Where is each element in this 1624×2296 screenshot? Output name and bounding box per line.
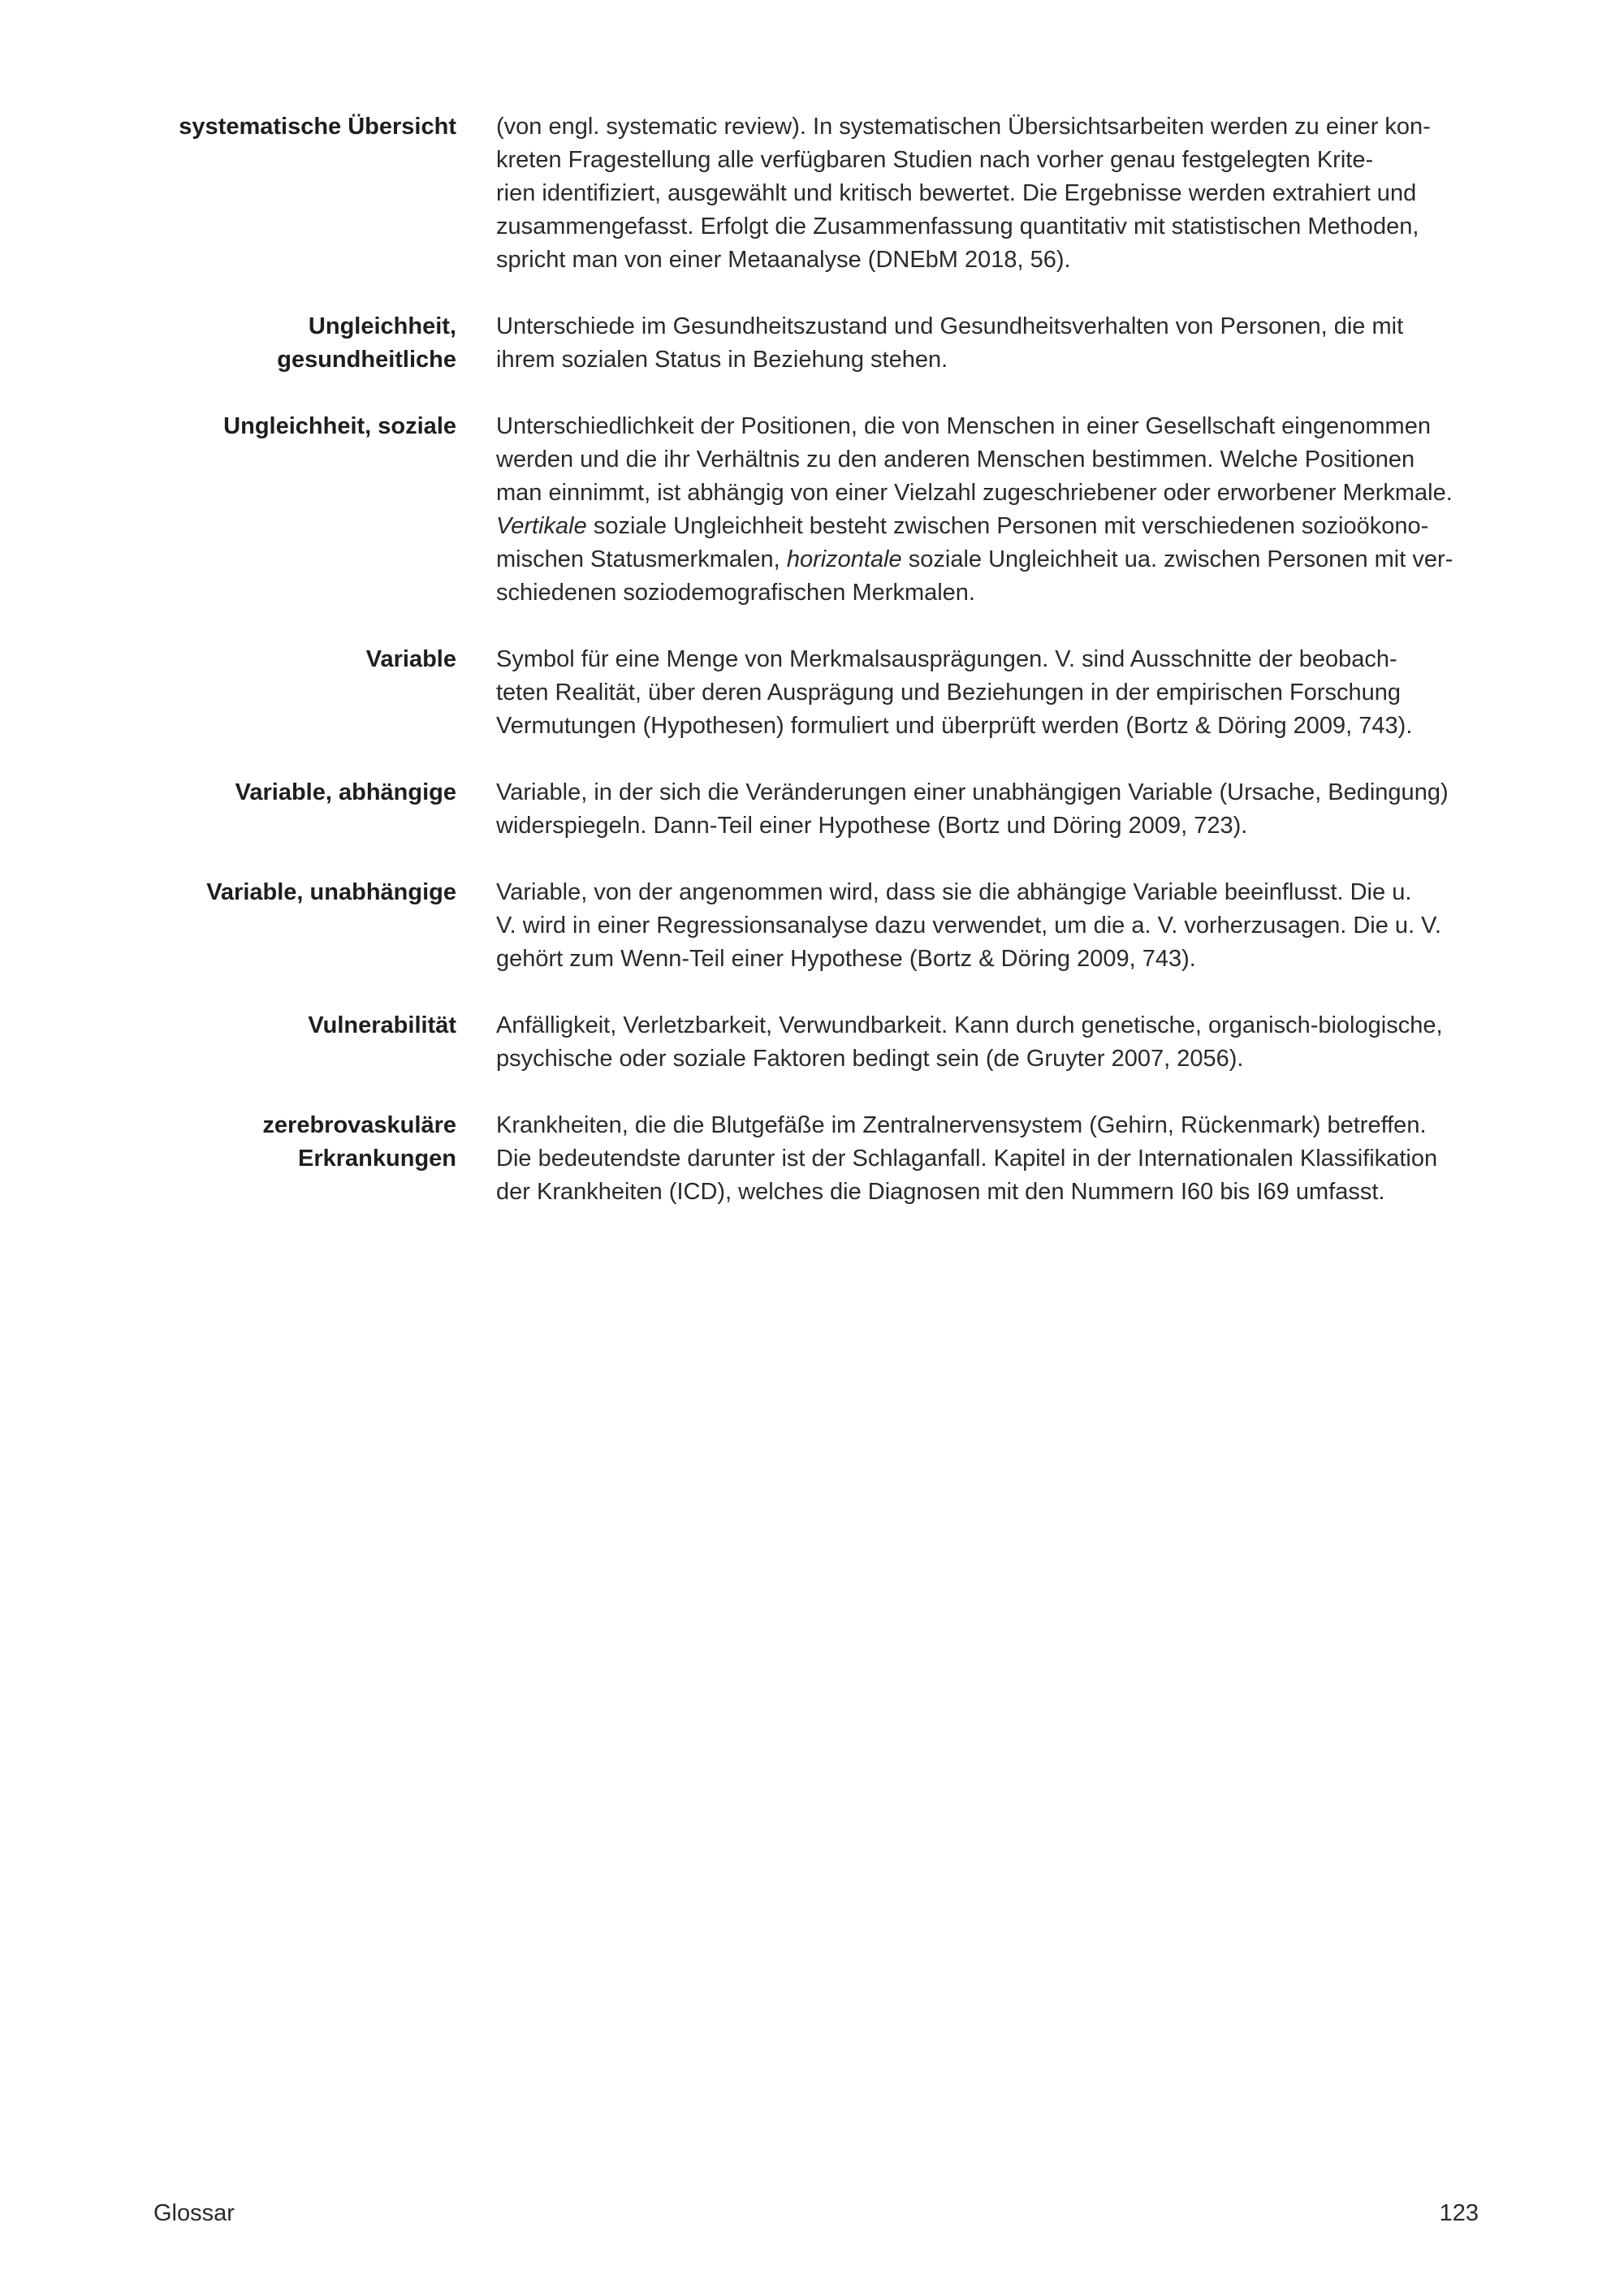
glossary-term <box>0 1109 456 1209</box>
definition-line: mischen Statusmerkmalen, horizontale soziale Ungleichheit ua. zwischen Personen mit ver- <box>496 546 1453 572</box>
definition-line: man einnimmt, ist abhängig von einer Vielzahl zugeschriebener oder erworbener Merkmale. <box>496 480 1453 506</box>
glossary-definition <box>496 1109 1487 1209</box>
glossary-term-line: zerebrovaskuläre <box>262 1112 456 1138</box>
glossary-term-line: Ungleichheit, soziale <box>223 413 456 439</box>
glossary-term-line: Variable, abhängige <box>235 779 456 805</box>
glossary-definition <box>496 1009 1487 1076</box>
page-number: 123 <box>1439 2200 1479 2226</box>
definition-line: Krankheiten, die die Blutgefäße im Zentralnervensystem (Gehirn, Rückenmark) betreffen. <box>496 1112 1427 1138</box>
glossary-entry <box>0 776 1624 843</box>
definition-line: Unterschiedlichkeit der Positionen, die von Menschen in einer Gesellschaft eingenommen <box>496 413 1431 439</box>
definition-line: Die bedeutendste darunter ist der Schlaganfall. Kapitel in der Internationalen Klassifikation <box>496 1146 1438 1172</box>
glossary-entry <box>0 310 1624 377</box>
definition-line: zusammengefasst. Erfolgt die Zusammenfassung quantitativ mit statistischen Methoden, <box>496 214 1419 240</box>
glossary-definition <box>496 643 1487 743</box>
glossary-entry <box>0 1009 1624 1076</box>
glossary-term <box>0 410 456 610</box>
definition-line: werden und die ihr Verhältnis zu den anderen Menschen bestimmen. Welche Positionen <box>496 447 1415 473</box>
glossary-term <box>0 876 456 976</box>
glossary-term-line: Erkrankungen <box>298 1146 456 1172</box>
glossary-definition <box>496 776 1487 843</box>
definition-line: Variable, von der angenommen wird, dass sie die abhängige Variable beeinflusst. Die u. <box>496 879 1412 905</box>
definition-line: Symbol für eine Menge von Merkmalsausprägungen. V. sind Ausschnitte der beobach- <box>496 646 1397 672</box>
glossary-definition <box>496 410 1487 610</box>
glossary-entry <box>0 410 1624 610</box>
definition-line: Anfälligkeit, Verletzbarkeit, Verwundbarkeit. Kann durch genetische, organisch-biologische, <box>496 1012 1443 1038</box>
glossary-term <box>0 1009 456 1076</box>
glossary-term <box>0 110 456 277</box>
definition-line: kreten Fragestellung alle verfügbaren Studien nach vorher genau festgelegten Krite- <box>496 147 1374 173</box>
glossary-term-line: systematische Übersicht <box>179 114 456 140</box>
glossary-entry <box>0 876 1624 976</box>
definition-line: (von engl. systematic review). In systematischen Übersichtsarbeiten werden zu einer kon- <box>496 114 1431 140</box>
glossary-term <box>0 643 456 743</box>
glossary-entry <box>0 643 1624 743</box>
glossary-definition <box>496 110 1487 277</box>
definition-line: rien identifiziert, ausgewählt und kritisch bewertet. Die Ergebnisse werden extrahiert und <box>496 180 1417 206</box>
definition-line: gehört zum Wenn-Teil einer Hypothese (Bortz & Döring 2009, 743). <box>496 946 1196 972</box>
glossary-term-line: Variable, unabhängige <box>206 879 456 905</box>
glossary-term-line: Ungleichheit, <box>308 313 456 339</box>
glossary-entry <box>0 1109 1624 1209</box>
definition-line: schiedenen soziodemografischen Merkmalen. <box>496 580 975 606</box>
glossary-list <box>0 110 1624 1242</box>
glossary-term <box>0 776 456 843</box>
glossary-entry <box>0 110 1624 277</box>
definition-line: der Krankheiten (ICD), welches die Diagnosen mit den Nummern I60 bis I69 umfasst. <box>496 1179 1385 1205</box>
glossary-definition <box>496 310 1487 377</box>
definition-line: V. wird in einer Regressionsanalyse dazu verwendet, um die a. V. vorherzusagen. Die u. V. <box>496 913 1441 939</box>
glossary-term <box>0 310 456 377</box>
definition-line: spricht man von einer Metaanalyse (DNEbM 2018, 56). <box>496 247 1071 273</box>
glossary-term-line: gesundheitliche <box>277 347 456 373</box>
definition-line: Unterschiede im Gesundheitszustand und Gesundheitsverhalten von Personen, die mit <box>496 313 1404 339</box>
definition-line: ihrem sozialen Status in Beziehung stehen. <box>496 347 948 373</box>
definition-line: Vertikale soziale Ungleichheit besteht zwischen Personen mit verschiedenen sozioökono- <box>496 513 1429 539</box>
glossary-term-line: Variable <box>365 646 456 672</box>
definition-line: Vermutungen (Hypothesen) formuliert und überprüft werden (Bortz & Döring 2009, 743). <box>496 713 1413 739</box>
definition-line: widerspiegeln. Dann-Teil einer Hypothese (Bortz und Döring 2009, 723). <box>496 813 1248 839</box>
definition-line: teten Realität, über deren Ausprägung und Beziehungen in der empirischen Forschung <box>496 680 1402 706</box>
glossary-definition <box>496 876 1487 976</box>
definition-line: psychische oder soziale Faktoren bedingt sein (de Gruyter 2007, 2056). <box>496 1046 1244 1072</box>
glossary-term-line: Vulnerabilität <box>308 1012 456 1038</box>
footer-section-title: Glossar <box>153 2200 235 2226</box>
definition-line: Variable, in der sich die Veränderungen einer unabhängigen Variable (Ursache, Bedingung) <box>496 779 1449 805</box>
